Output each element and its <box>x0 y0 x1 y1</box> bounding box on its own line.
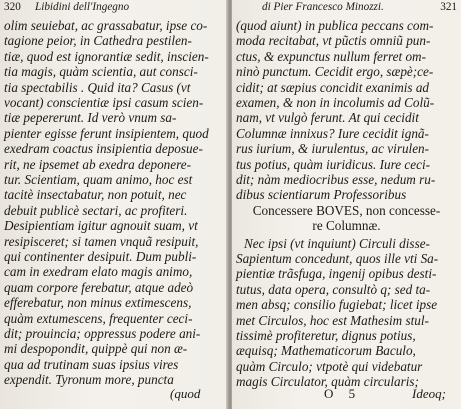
signature-mark: O 5 <box>324 386 362 401</box>
text-line: pientiæ trãsfuga, ingenij opibus desti- <box>236 266 437 282</box>
text-line: tiæ, quod est ignorantiæ sedit, inscien- <box>4 48 209 64</box>
left-page-footer <box>0 384 228 404</box>
text-line: (quod aiunt) in publica peccans com- <box>236 18 434 33</box>
text-line: Sapientum concedunt, quos ille vti Sa- <box>236 251 439 266</box>
text-line: examen, & non in incolumis ad Colũ- <box>236 95 435 110</box>
text-line: dit; nàm mediocribus esse, nedum ru- <box>236 172 436 187</box>
text-line: rit, ne ipsemet ab exedra deponere- <box>4 156 192 172</box>
left-page-number: 320 <box>4 1 21 13</box>
text-line: Columnæ innixus? Iure cecidit ignã- <box>236 125 429 141</box>
right-catchword: Ideoq; <box>412 386 446 401</box>
left-page <box>0 0 228 409</box>
text-line: æquisq; Mathematicorum Baculo, <box>236 343 416 359</box>
text-line: exedram coactus insipientia deposue- <box>4 141 203 157</box>
text-line: pienter egisse ferunt insipientem, quod <box>4 125 209 141</box>
text-line: tur. Scientiam, quam animo, hoc est <box>4 172 193 187</box>
text-line: men absq; consilio fugiebat; licet ipse <box>236 297 438 313</box>
right-running-head: di Pier Francesco Minozzi. <box>262 1 384 13</box>
text-line: tacitè insectabatur, non potuit, nec <box>4 187 187 203</box>
text-line: rus iurium, & iurulentus, ac virulen- <box>236 141 430 157</box>
text-line: efferebatur, non minus extimescens, <box>4 295 192 311</box>
text-line: tus potius, quàm iuridicus. Iure ceci- <box>236 156 431 172</box>
left-catchword: (quod <box>170 386 201 401</box>
text-line: nam, vt vulgò ferunt. At qui cecidit <box>236 110 419 126</box>
text-line: Concessere BOVES, non concesse- <box>252 202 441 218</box>
right-page-header <box>236 1 457 15</box>
text-line: met Circulos, hoc est Mathesim stul- <box>236 312 429 328</box>
text-line: tiæ pepererunt. Id verò vnum sa- <box>4 110 177 126</box>
text-line: moda recitabat, vt pũctis omniũ pun- <box>236 33 431 49</box>
text-line: mi despopondit, quippè qui non æ- <box>4 341 188 357</box>
text-line: magis Circulator, quàm circularis; <box>236 374 419 390</box>
left-running-head: Libidini dell'Ingegno <box>35 1 130 13</box>
text-line: olim seuiebat, ac grassabatur, ipse co- <box>4 18 208 33</box>
left-page-header <box>4 1 224 15</box>
right-page <box>232 0 461 409</box>
text-line: cam in exedram elato magis animo, <box>4 264 193 280</box>
text-line: tutus, data opera, consultò q; sed ta- <box>236 281 431 297</box>
text-line: Nec ipsi (vt inquiunt) Circuli disse- <box>244 235 430 251</box>
text-line: tia magis, quàm scientia, aut consci- <box>4 64 198 80</box>
text-line: dit; prouincia; oppressus podere ani- <box>4 326 201 341</box>
text-line: vocant) conscientiæ ipsi casum scien- <box>4 95 204 110</box>
text-line: cidit; at sæpius concidit exanimis ad <box>236 79 430 95</box>
right-page-footer <box>232 384 461 404</box>
right-page-number: 321 <box>440 1 457 13</box>
text-line: dibus scientiarum Professoribus <box>236 187 407 203</box>
text-line: tia spectabilis . Quid ita? Casus (vt <box>4 79 191 95</box>
text-line: quàm Circulo; vtpotè qui videbatur <box>236 358 423 374</box>
text-line: expendit. Tyronum more, puncta <box>4 372 174 388</box>
text-line: resipisceret; si tamen vnquã resipuit, <box>4 233 199 249</box>
text-line: qui continenter desipuit. Dum publi- <box>4 249 197 264</box>
text-line: re Columnæ. <box>312 218 381 234</box>
text-line: quam corpore ferebatur, atque adeò <box>4 279 194 295</box>
text-line: Desipientiam igitur agnouit suam, vt <box>4 218 198 234</box>
text-line: tissimè profiteretur, dignus potius, <box>236 328 416 343</box>
text-line: tagione peior, in Cathedra pestilen- <box>4 33 192 49</box>
text-line: qua ad trutinam suas ipsius vires <box>4 356 179 372</box>
text-line: quàm extumescens, frequenter ceci- <box>4 310 193 326</box>
text-line: ninò punctum. Cecidit ergo, sæpè;ce- <box>236 64 434 80</box>
text-line: debuit publicè sectari, ac profiteri. <box>4 202 188 218</box>
text-line: ctus, & expunctus nullum ferret om- <box>236 48 426 64</box>
